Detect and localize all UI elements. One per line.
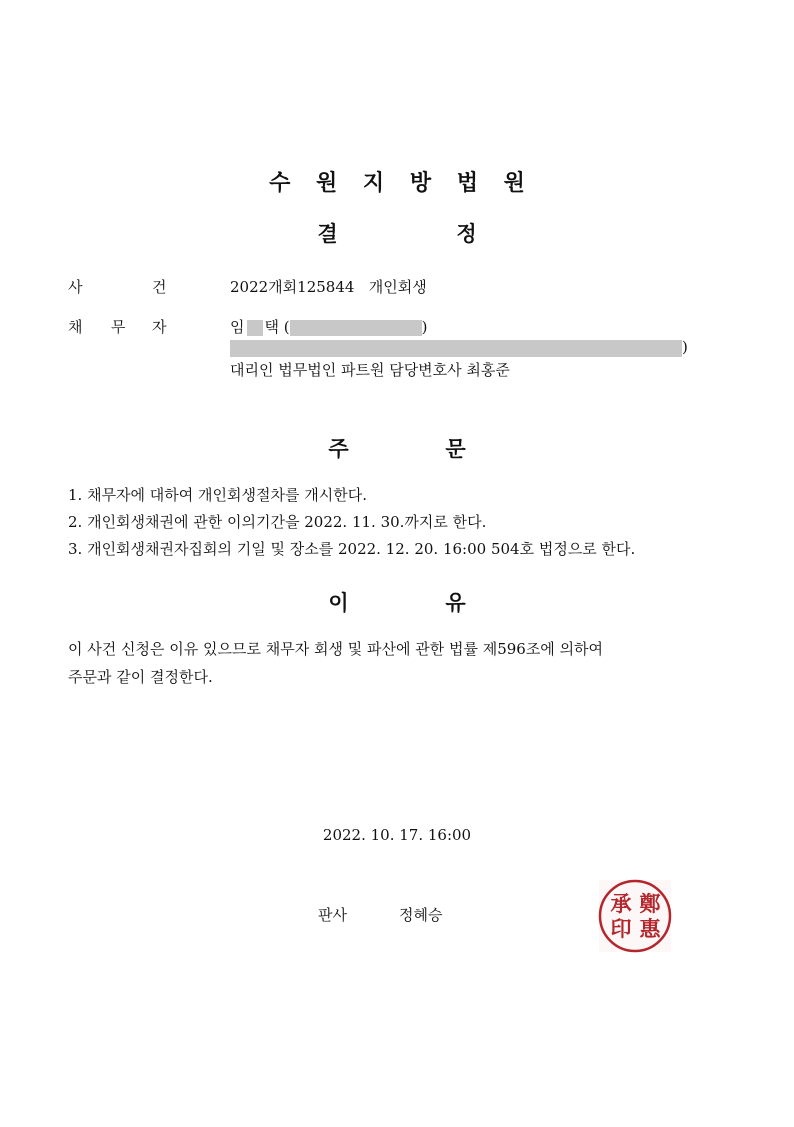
address-close: ) xyxy=(682,338,688,356)
decision-title-left: 결 xyxy=(317,222,338,246)
seal-char: 承 xyxy=(610,891,632,916)
judge-seal-stamp xyxy=(594,875,676,957)
name-redaction xyxy=(247,320,263,336)
judge-name: 정혜승 xyxy=(399,906,443,924)
order-heading-left: 주 xyxy=(328,437,349,461)
reason-heading-left: 이 xyxy=(328,591,349,615)
seal-char: 印 xyxy=(610,916,632,941)
judge-title: 판사 xyxy=(318,906,347,924)
paren-close: ) xyxy=(421,318,428,336)
case-number: 2022개회125844 개인회생 xyxy=(230,278,427,296)
order-heading xyxy=(0,433,794,463)
debtor-label-a: 채 xyxy=(68,318,83,336)
paren-open: ( xyxy=(283,318,290,336)
court-name: 수 원 지 방 법 원 xyxy=(269,171,525,196)
order-item: 3. 개인회생채권자집회의 기일 및 장소를 2022. 12. 20. 16:00 504호 법정으로 한다. xyxy=(68,540,636,558)
seal-char: 鄭 xyxy=(639,891,661,916)
case-label-b: 건 xyxy=(152,278,167,296)
debtor-label-c: 자 xyxy=(152,318,167,336)
debtor-address xyxy=(230,338,688,357)
reason-heading xyxy=(0,587,794,617)
debtor-name-first: 임 xyxy=(230,318,245,336)
debtor-name-last: 택 xyxy=(264,318,279,336)
id-redaction xyxy=(290,320,422,336)
address-redaction xyxy=(230,340,682,357)
debtor-name xyxy=(230,316,428,337)
agent-line: 대리인 법무법인 파트원 담당변호사 최홍준 xyxy=(230,361,510,379)
decision-date: 2022. 10. 17. 16:00 xyxy=(322,826,472,844)
order-heading-right: 문 xyxy=(445,437,466,461)
order-item: 1. 채무자에 대하여 개인회생절차를 개시한다. xyxy=(68,486,367,504)
reason-line: 주문과 같이 결정한다. xyxy=(68,668,213,686)
debtor-label-b: 무 xyxy=(111,318,126,336)
seal-char: 惠 xyxy=(639,916,661,941)
decision-title xyxy=(0,218,794,248)
order-item: 2. 개인회생채권에 관한 이의기간을 2022. 11. 30.까지로 한다. xyxy=(68,513,487,531)
reason-line: 이 사건 신청은 이유 있으므로 채무자 회생 및 파산에 관한 법률 제596조에 의하여 xyxy=(68,640,604,658)
case-label-a: 사 xyxy=(68,278,83,296)
reason-heading-right: 유 xyxy=(445,591,466,615)
decision-title-right: 정 xyxy=(456,222,477,246)
